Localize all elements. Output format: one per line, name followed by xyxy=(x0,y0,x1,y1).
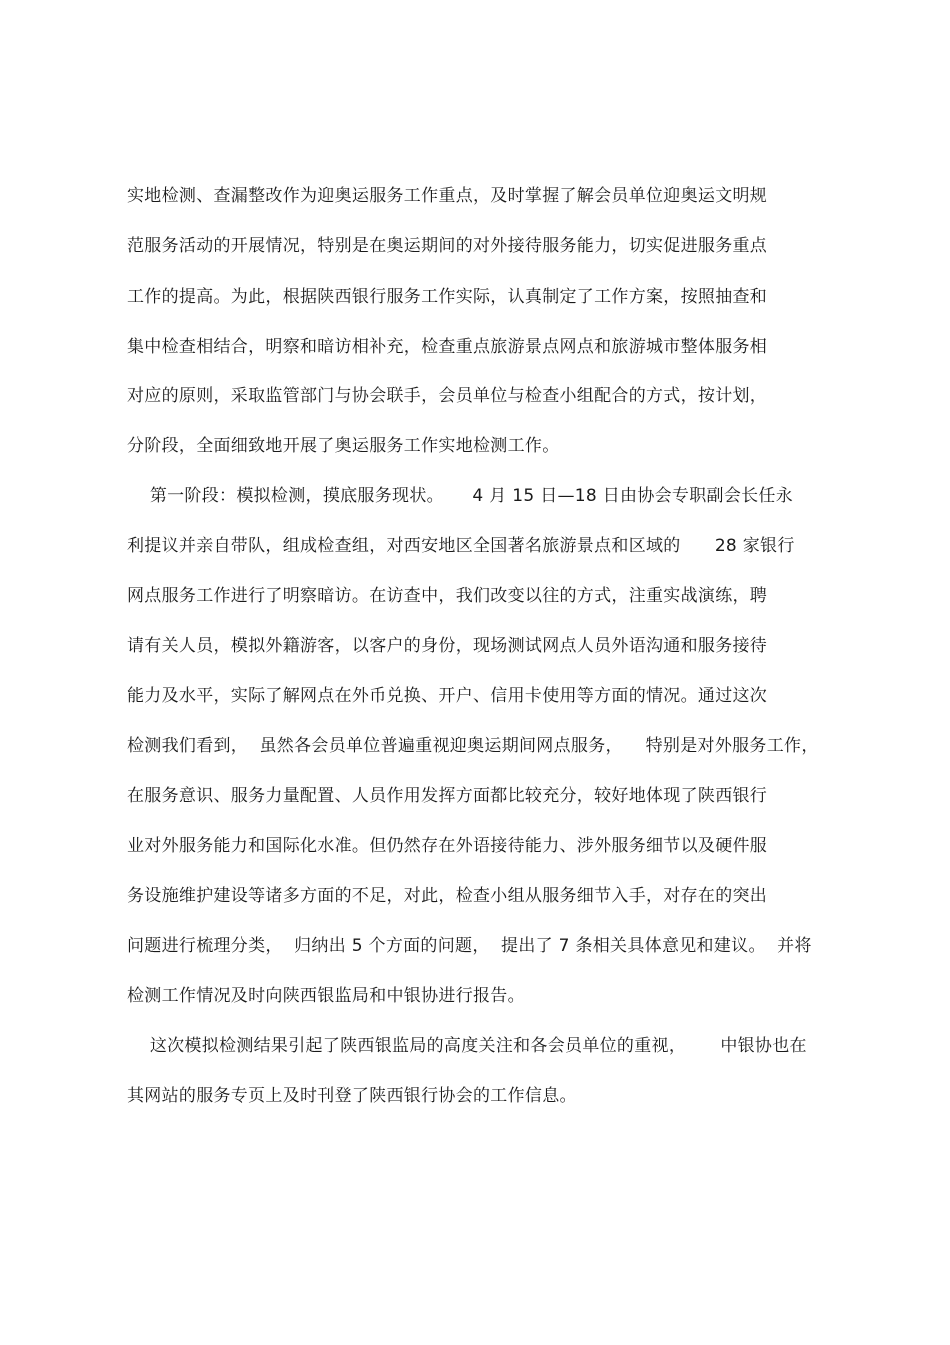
text-line: 在服务意识、服务力量配置、人员作用发挥方面都比较充分，较好地体现了陕西银行 xyxy=(127,786,768,806)
text-line: 这次模拟检测结果引起了陕西银监局的高度关注和各会员单位的重视， 中银协也在 xyxy=(127,1036,807,1056)
text-line: 集中检查相结合，明察和暗访相补充，检查重点旅游景点网点和旅游城市整体服务相 xyxy=(127,337,768,357)
text-line: 检测我们看到， 虽然各会员单位普遍重视迎奥运期间网点服务， 特别是对外服务工作， xyxy=(127,736,819,756)
text-line: 范服务活动的开展情况，特别是在奥运期间的对外接待服务能力，切实促进服务重点 xyxy=(127,236,768,256)
text-line: 第一阶段：模拟检测，摸底服务现状。 4 月 15 日—18 日由协会专职副会长任永 xyxy=(127,486,794,506)
text-line: 利提议并亲自带队，组成检查组，对西安地区全国著名旅游景点和区域的 28 家银行 xyxy=(127,536,795,556)
text-line: 检测工作情况及时向陕西银监局和中银协进行报告。 xyxy=(127,986,525,1006)
text-line: 对应的原则，采取监管部门与协会联手，会员单位与检查小组配合的方式，按计划， xyxy=(127,386,768,406)
text-line: 务设施维护建设等诸多方面的不足，对此，检查小组从服务细节入手，对存在的突出 xyxy=(127,886,768,906)
text-line: 其网站的服务专页上及时刊登了陕西银行协会的工作信息。 xyxy=(127,1086,577,1106)
text-line: 问题进行梳理分类， 归纳出 5 个方面的问题， 提出了 7 条相关具体意见和建议。 并将 xyxy=(127,936,812,956)
text-line: 分阶段，全面细致地开展了奥运服务工作实地检测工作。 xyxy=(127,436,560,456)
text-line: 实地检测、查漏整改作为迎奥运服务工作重点，及时掌握了解会员单位迎奥运文明规 xyxy=(127,186,768,206)
text-line: 工作的提高。为此，根据陕西银行服务工作实际，认真制定了工作方案，按照抽查和 xyxy=(127,287,768,307)
text-line: 能力及水平，实际了解网点在外币兑换、开户、信用卡使用等方面的情况。通过这次 xyxy=(127,686,768,706)
text-line: 网点服务工作进行了明察暗访。在访查中，我们改变以往的方式，注重实战演练，聘 xyxy=(127,586,768,606)
text-line: 请有关人员，模拟外籍游客，以客户的身份，现场测试网点人员外语沟通和服务接待 xyxy=(127,636,768,656)
text-line: 业对外服务能力和国际化水准。但仍然存在外语接待能力、涉外服务细节以及硬件服 xyxy=(127,836,768,856)
